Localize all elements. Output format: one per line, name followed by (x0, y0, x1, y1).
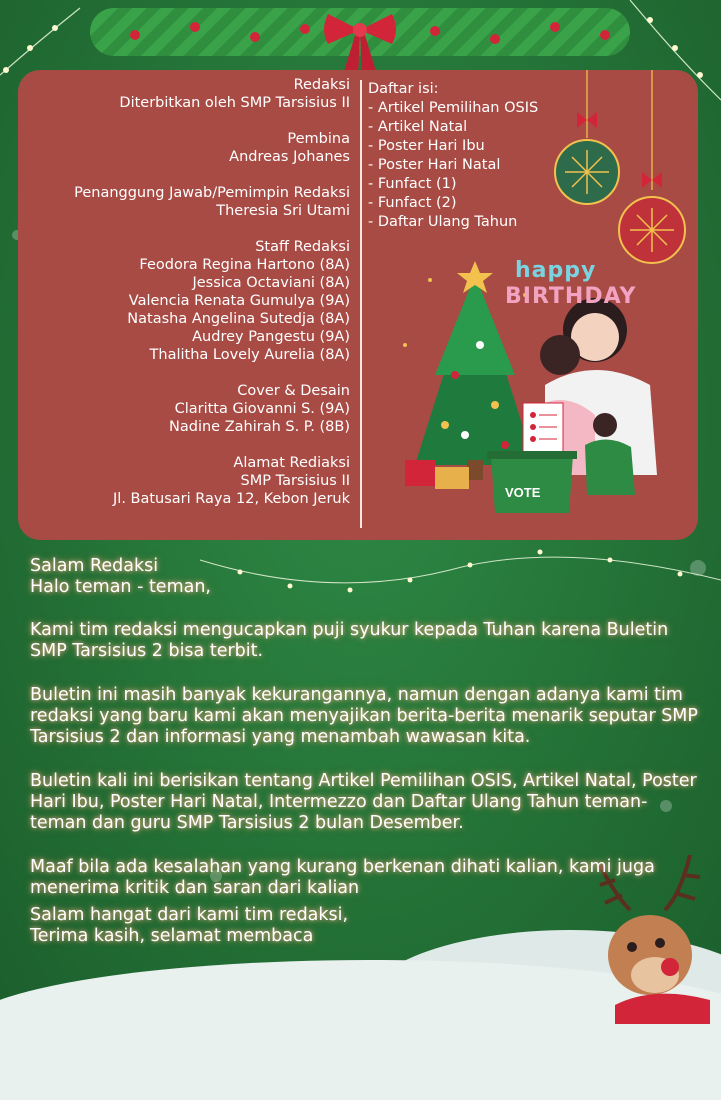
credit-line: Valencia Renata Gumulya (9A) (128, 293, 350, 309)
ballot-icon (523, 403, 563, 453)
toc-title: Daftar isi: (368, 81, 439, 97)
happy-birthday-title-line1: happy (515, 258, 597, 283)
credit-block (0, 382, 350, 436)
berry (300, 24, 310, 34)
berry (250, 32, 260, 42)
toc-item: - Artikel Pemilihan OSIS (368, 100, 539, 116)
credit-heading: Cover & Desain (237, 383, 350, 399)
column-divider (360, 80, 362, 528)
credit-line: Jl. Batusari Raya 12, Kebon Jeruk (113, 491, 350, 507)
credit-heading: Penanggung Jawab/Pemimpin Redaksi (74, 185, 350, 201)
letter-closing-line: Salam hangat dari kami tim redaksi, (30, 905, 349, 925)
berry (430, 26, 440, 36)
vote-box-icon (487, 451, 577, 513)
credit-heading: Alamat Rediaksi (233, 455, 350, 471)
credit-block (0, 454, 350, 508)
berry (130, 30, 140, 40)
credit-heading: Staff Redaksi (255, 239, 350, 255)
credit-line: Claritta Giovanni S. (9A) (174, 401, 350, 417)
vote-label: VOTE (505, 485, 541, 500)
berry (190, 22, 200, 32)
letter-greeting-line: Salam Redaksi (30, 556, 159, 576)
credit-line: Diterbitkan oleh SMP Tarsisius II (119, 95, 350, 111)
credit-line: SMP Tarsisius II (240, 473, 350, 489)
editorial-letter (30, 556, 700, 970)
ornament-red-icon (612, 70, 692, 270)
credit-heading: Pembina (287, 131, 350, 147)
credit-block (0, 238, 350, 364)
letter-greeting (30, 556, 700, 598)
credit-heading: Redaksi (293, 77, 350, 93)
credit-line: Audrey Pangestu (9A) (192, 329, 350, 345)
credit-line: Feodora Regina Hartono (8A) (139, 257, 350, 273)
berry (600, 30, 610, 40)
toc-item: - Funfact (2) (368, 195, 457, 211)
berry (550, 22, 560, 32)
toc-item: - Artikel Natal (368, 119, 468, 135)
letter-paragraph: Maaf bila ada kesalahan yang kurang berkenan dihati kalian, kami juga menerima kritik dan saran dari kalian (30, 857, 655, 898)
letter-closing (30, 905, 700, 947)
letter-closing-line: Terima kasih, selamat membaca (30, 926, 314, 946)
toc-item: - Daftar Ulang Tahun (368, 214, 518, 230)
letter-paragraph: Buletin kali ini berisikan tentang Artikel Pemilihan OSIS, Artikel Natal, Poster Hari Ibu, Poster Hari Natal, Intermezzo dan Daftar Ulang Tahun teman-teman dan guru SMP Tarsisius 2 bulan Desember. (30, 771, 697, 833)
credit-line: Thalitha Lovely Aurelia (8A) (149, 347, 350, 363)
credit-line: Jessica Octaviani (8A) (192, 275, 350, 291)
happy-birthday-title-line2: BIRTHDAY (505, 284, 637, 309)
letter-greeting-line: Halo teman - teman, (30, 577, 211, 597)
letter-paragraph: Kami tim redaksi mengucapkan puji syukur kepada Tuhan karena Buletin SMP Tarsisius 2 bisa terbit. (30, 620, 669, 661)
credit-block (0, 130, 350, 166)
masthead-credits (0, 76, 350, 526)
toc-item: - Poster Hari Ibu (368, 138, 485, 154)
toc-item: - Funfact (1) (368, 176, 457, 192)
credit-line: Nadine Zahirah S. P. (8B) (169, 419, 350, 435)
credit-line: Andreas Johanes (229, 149, 350, 165)
letter-paragraph: Buletin ini masih banyak kekurangannya, namun dengan adanya kami tim redaksi yang baru kami akan menyajikan berita-berita menarik seputar SMP Tarsisius 2 dan informasi yang menambah wawasan kita. (30, 685, 698, 747)
credit-line: Theresia Sri Utami (216, 203, 350, 219)
credit-line: Natasha Angelina Sutedja (8A) (127, 311, 350, 327)
credit-block (0, 76, 350, 112)
credit-block (0, 184, 350, 220)
toc-item: - Poster Hari Natal (368, 157, 501, 173)
table-of-contents (368, 80, 538, 232)
berry (490, 34, 500, 44)
